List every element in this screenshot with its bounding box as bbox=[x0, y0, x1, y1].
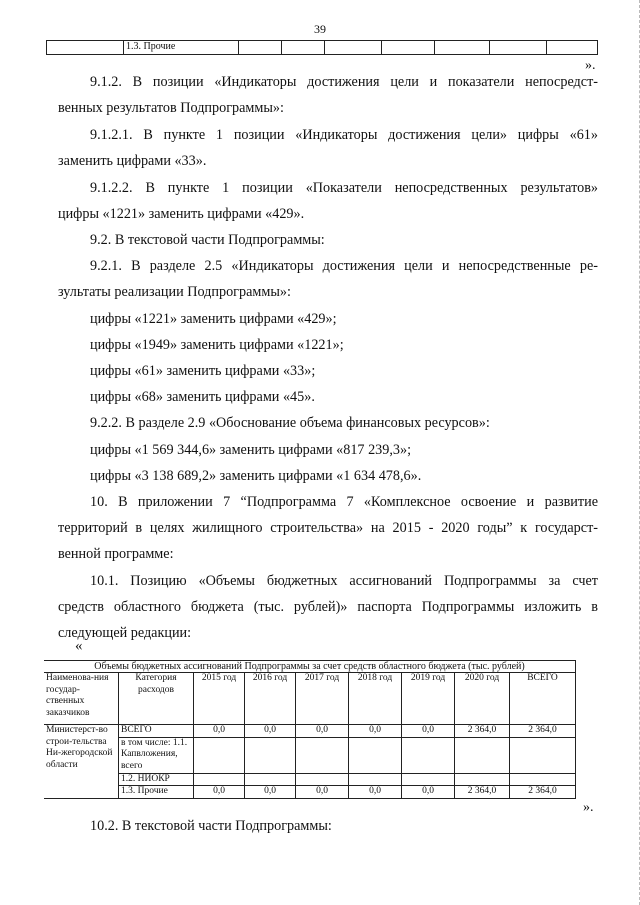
header-2019: 2019 год bbox=[402, 673, 455, 725]
budget-table bbox=[44, 660, 576, 799]
paragraph-line: 9.2.1. В разделе 2.5 «Индикаторы достижения цели и непосредственные ре- bbox=[90, 258, 598, 274]
header-2017: 2017 год bbox=[296, 673, 349, 725]
table-row: 1.3. Прочие 0,0 0,0 0,0 0,0 0,0 2 364,0 2 364,0 bbox=[44, 786, 576, 799]
paragraph-line: венной программе: bbox=[58, 546, 174, 563]
closing-quote-top: ». bbox=[585, 58, 596, 73]
paragraph-line: венных результатов Подпрограммы»: bbox=[58, 100, 284, 117]
header-customer: Наименова-ния государ-ственных заказчиков bbox=[44, 673, 119, 725]
header-total: ВСЕГО bbox=[510, 673, 576, 725]
paragraph-line: 9.1.2.2. В пункте 1 позиции «Показатели непосредственных результатов» bbox=[90, 180, 598, 196]
table-row: 1.2. НИОКР bbox=[44, 773, 576, 786]
top-table-row-label: 1.3. Прочие bbox=[124, 41, 239, 55]
final-paragraph: 10.2. В текстовой части Подпрограммы: bbox=[90, 818, 332, 834]
page-number: 39 bbox=[314, 22, 326, 36]
paragraph-line: заменить цифрами «33». bbox=[58, 153, 207, 170]
paragraph-line: цифры «61» заменить цифрами «33»; bbox=[90, 363, 316, 379]
table-row: Министерст-во строи-тельства Ни-жегородской области ВСЕГО 0,0 0,0 0,0 0,0 0,0 2 364,0 2 364,0 bbox=[44, 725, 576, 738]
paragraph-line: зультаты реализации Подпрограммы»: bbox=[58, 284, 291, 301]
table-row: в том числе: 1.1. Капвложения, всего bbox=[44, 737, 576, 773]
paragraph-line: 9.1.2.1. В пункте 1 позиции «Индикаторы достижения цели» цифры «61» bbox=[90, 127, 598, 143]
header-2020: 2020 год bbox=[455, 673, 510, 725]
opening-quote: « bbox=[75, 638, 83, 654]
header-2018: 2018 год bbox=[349, 673, 402, 725]
top-table-fragment bbox=[46, 40, 598, 55]
paragraph-line: цифры «1221» заменить цифрами «429»; bbox=[90, 311, 337, 327]
paragraph-line: цифры «1949» заменить цифрами «1221»; bbox=[90, 337, 344, 353]
paragraph-line: цифры «68» заменить цифрами «45». bbox=[90, 389, 315, 405]
paragraph-line: территорий в целях жилищного строительства» на 2015 - 2020 годы” к государст- bbox=[58, 520, 598, 537]
paragraph-line: 9.2. В текстовой части Подпрограммы: bbox=[90, 232, 325, 248]
paragraph-line: следующей редакции: bbox=[58, 625, 192, 642]
paragraph-line: цифры «1221» заменить цифрами «429». bbox=[58, 206, 305, 223]
paragraph-line: 9.1.2. В позиции «Индикаторы достижения цели и показатели непосредст- bbox=[90, 74, 598, 90]
header-2015: 2015 год bbox=[194, 673, 245, 725]
paragraph-line: цифры «1 569 344,6» заменить цифрами «817 239,3»; bbox=[90, 442, 412, 458]
paragraph-line: цифры «3 138 689,2» заменить цифрами «1 634 478,6». bbox=[90, 468, 422, 484]
header-2016: 2016 год bbox=[245, 673, 296, 725]
paragraph-line: средств областного бюджета (тыс. рублей)» паспорта Подпрограммы изложить в bbox=[58, 599, 598, 616]
paragraph-line: 9.2.2. В разделе 2.9 «Обоснование объема финансовых ресурсов»: bbox=[90, 415, 490, 431]
header-category: Категория расходов bbox=[119, 673, 194, 725]
paragraph-line: 10.1. Позицию «Объемы бюджетных ассигнований Подпрограммы за счет bbox=[90, 573, 598, 589]
customer-cell: Министерст-во строи-тельства Ни-жегородской области bbox=[44, 725, 119, 799]
closing-quote-bottom: ». bbox=[583, 800, 594, 815]
budget-table-title: Объемы бюджетных ассигнований Подпрограммы за счет средств областного бюджета (тыс. рублей) bbox=[44, 661, 576, 673]
paragraph-line: 10. В приложении 7 “Подпрограмма 7 «Комплексное освоение и развитие bbox=[90, 494, 598, 510]
